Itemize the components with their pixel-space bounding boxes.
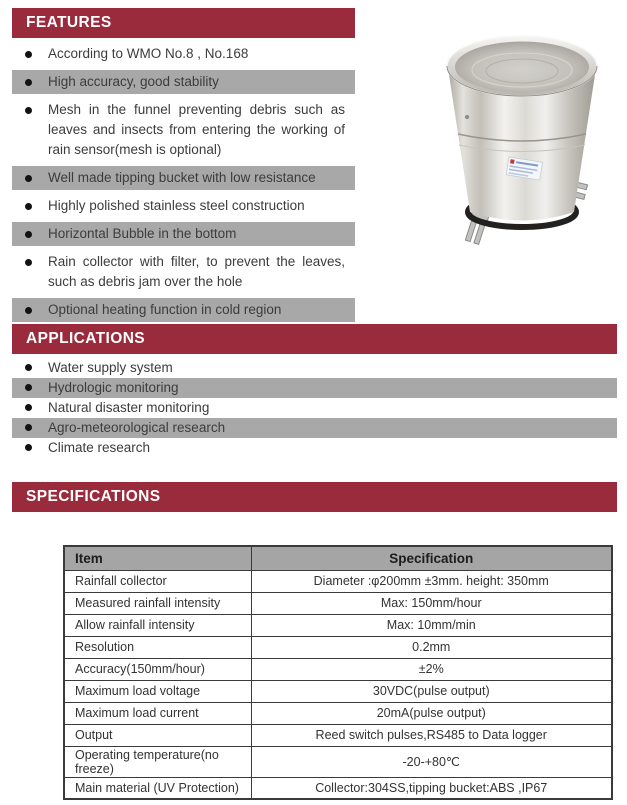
table-row [64,680,612,702]
bullet-icon [25,404,32,411]
feature-item [12,166,355,190]
bullet-icon [25,203,32,210]
spec-item-cell: Rainfall collector [64,570,251,592]
bullet-icon [25,175,32,182]
feature-item-text: Rain collector with filter, to prevent the leaves, such as debris jam over the hole [48,254,345,289]
spec-item-cell: Resolution [64,636,251,658]
bullet-icon [25,307,32,314]
spec-column-header: Specification [251,546,612,570]
table-header-row [64,546,612,570]
feature-item [12,194,355,218]
feature-item-text: Highly polished stainless steel construction [48,198,305,213]
applications-list [12,358,617,458]
application-item-text: Water supply system [48,360,173,375]
application-item-text: Agro-meteorological research [48,420,226,435]
features-title: FEATURES [26,14,112,31]
bullet-icon [25,364,32,371]
application-item [12,358,617,378]
spec-item-cell: Measured rainfall intensity [64,592,251,614]
feature-item [12,298,355,322]
applications-title: APPLICATIONS [26,330,146,347]
feature-item-text: High accuracy, good stability [48,74,219,89]
spec-value-cell: Collector:304SS,tipping bucket:ABS ,IP67 [251,777,612,799]
spec-value-cell: -20-+80℃ [251,746,612,777]
table-row [64,636,612,658]
spec-item-cell: Maximum load current [64,702,251,724]
feature-item-text: Well made tipping bucket with low resistance [48,170,316,185]
feature-item-text: Mesh in the funnel preventing debris such as leaves and insects from entering the working of rain sensor(mesh is optional) [48,102,345,157]
features-list [12,42,355,326]
feature-item [12,70,355,94]
spec-value-cell: 30VDC(pulse output) [251,680,612,702]
bullet-icon [25,79,32,86]
spec-value-cell: Diameter :φ200mm ±3mm. height: 350mm [251,570,612,592]
application-item [12,398,617,418]
feature-item [12,98,355,162]
table-row [64,658,612,680]
table-row [64,777,612,799]
rain-gauge-illustration [437,24,607,249]
feature-item [12,42,355,66]
spec-item-cell: Main material (UV Protection) [64,777,251,799]
feature-item-text: Optional heating function in cold region [48,302,282,317]
features-section-header [12,8,355,38]
application-item-text: Climate research [48,440,151,455]
product-photo-rain-gauge [437,24,607,249]
bullet-icon [25,424,32,431]
applications-section-header [12,324,617,354]
feature-item [12,222,355,246]
spec-item-cell: Maximum load voltage [64,680,251,702]
spec-item-cell: Allow rainfall intensity [64,614,251,636]
bullet-icon [25,51,32,58]
table-row [64,614,612,636]
specifications-table [63,545,613,800]
bullet-icon [25,444,32,451]
spec-value-cell: 0.2mm [251,636,612,658]
application-item-text: Natural disaster monitoring [48,400,210,415]
spec-value-cell: Reed switch pulses,RS485 to Data logger [251,724,612,746]
specifications-title: SPECIFICATIONS [26,488,161,505]
application-item [12,438,617,458]
table-row [64,592,612,614]
bullet-icon [25,384,32,391]
spec-value-cell: 20mA(pulse output) [251,702,612,724]
application-item [12,378,617,398]
spec-item-cell: Operating temperature(no freeze) [64,746,251,777]
specifications-section-header [12,482,617,512]
spec-value-cell: Max: 10mm/min [251,614,612,636]
spec-value-cell: Max: 150mm/hour [251,592,612,614]
table-row [64,746,612,777]
bullet-icon [25,107,32,114]
feature-item-text: Horizontal Bubble in the bottom [48,226,237,241]
item-column-header: Item [64,546,251,570]
table-row [64,702,612,724]
table-row [64,570,612,592]
table-row [64,724,612,746]
feature-item-text: According to WMO No.8 , No.168 [48,46,249,61]
spec-item-cell: Output [64,724,251,746]
application-item [12,418,617,438]
bullet-icon [25,259,32,266]
application-item-text: Hydrologic monitoring [48,380,179,395]
feature-item [12,250,355,294]
spec-item-cell: Accuracy(150mm/hour) [64,658,251,680]
spec-value-cell: ±2% [251,658,612,680]
bullet-icon [25,231,32,238]
